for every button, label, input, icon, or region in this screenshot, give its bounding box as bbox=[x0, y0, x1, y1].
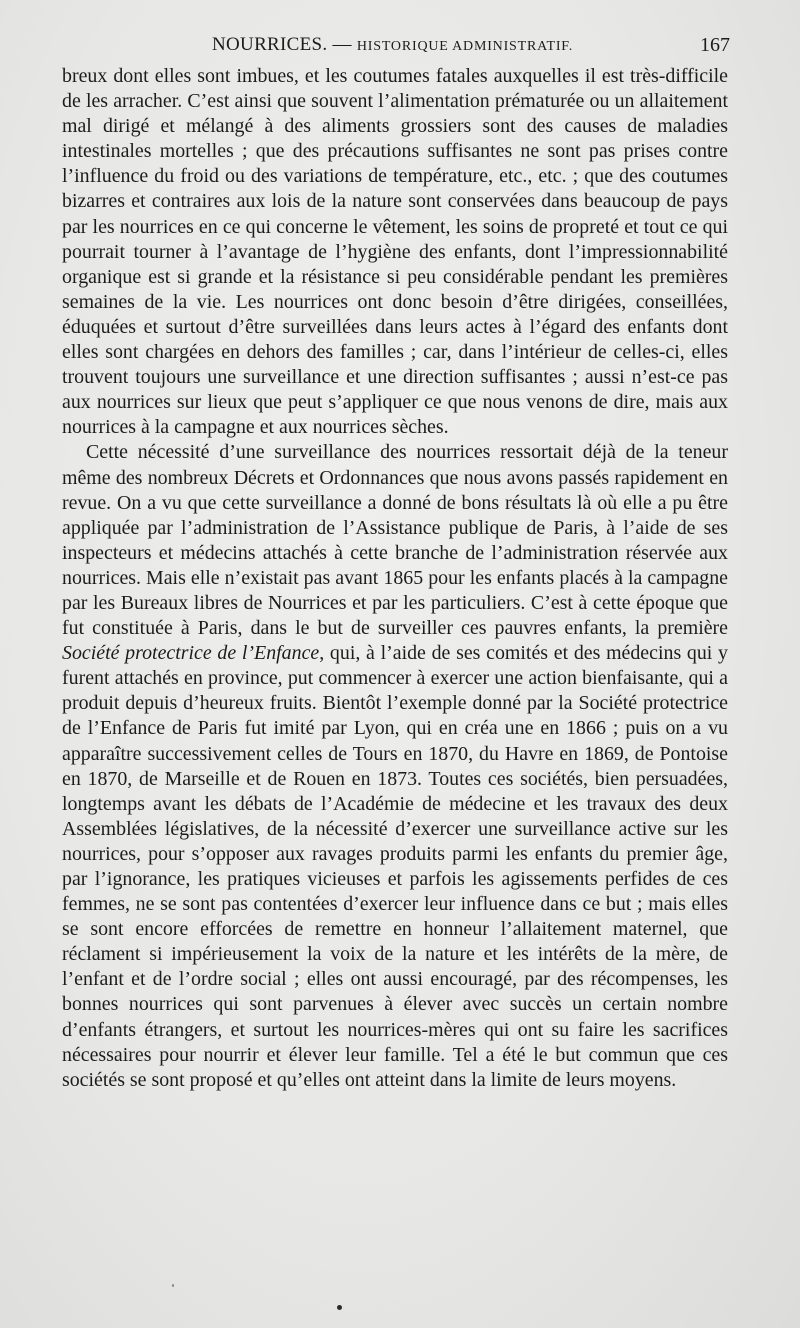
paragraph-1: breux dont elles sont imbues, et les coutumes fatales auxquelles il est très-difficile de les arracher. C’est ainsi que souvent l’alimentation prématurée ou un allaitement mal dirigé et mélangé à des aliments grossiers sont des causes de maladies intestinales mortelles ; que des précautions suffisantes ne sont pas prises contre l’influence du froid ou des variations de température, etc., etc. ; que des coutumes bizarres et contraires aux lois de la nature sont conservées dans beaucoup de pays par les nourrices en ce qui concerne le vêtement, les soins de propreté et tout ce qui pourrait tourner à l’avantage de l’hygiène des enfants, dont l’impressionnabilité organique est si grande et la résistance si peu considérable pendant les premières semaines de la vie. Les nourrices ont donc besoin d’être dirigées, conseillées, éduquées et surtout d’être surveillées dans leurs actes à l’égard des enfants dont elles sont chargées en dehors des familles ; car, dans l’intérieur de celles-ci, elles trouvent toujours une surveillance et une direction suffisantes ; aussi n’est-ce pas aux nourrices sur lieux que peut s’appliquer ce que nous venons de dire, mais aux nourrices à la campagne et aux nourrices sèches. bbox=[62, 65, 728, 439]
paragraph-2 bbox=[62, 440, 728, 1092]
running-title-subtitle: HISTORIQUE ADMINISTRATIF. bbox=[356, 39, 574, 54]
ink-speck bbox=[172, 1284, 174, 1287]
ink-speck bbox=[337, 1305, 342, 1310]
page-number: 167 bbox=[700, 34, 730, 56]
society-name-italic: Société protectrice de l’Enfance bbox=[62, 642, 320, 665]
paragraph-2-text-a: Cette nécessité d’une surveillance des nourrices ressortait déjà de la teneur même des nombreux Décrets et Ordonnances que nous avons passés rapidement en revue. On a vu que cette surveillance a donné de bons résultats là où elle a pu être appliquée par l’administration de l’Assistance publique de Paris, à l’aide de ses inspecteurs et médecins attachés à cette branche de l’administration réservée aux nourrices. Mais elle n’existait pas avant 1865 pour les enfants placés à la campagne par les Bureaux libres de Nourrices et par les particuliers. C’est à cette époque que fut constituée à Paris, dans le but de surveiller ces pauvres enfants, la première bbox=[62, 441, 728, 640]
page-header bbox=[62, 30, 730, 60]
running-title-dash: — bbox=[332, 34, 352, 55]
running-title-main: NOURRICES. bbox=[212, 34, 328, 55]
body-text bbox=[62, 64, 728, 1093]
running-title bbox=[212, 34, 573, 56]
paragraph-2-text-b: , qui, à l’aide de ses comités et des médecins qui y furent attachés en province, put commencer à exercer une action bienfaisante, qui a produit depuis d’heureux fruits. Bientôt l’exemple donné par la Société protectrice de l’Enfance de Paris fut imité par Lyon, qui en créa une en 1866 ; puis on a vu apparaître successivement celles de Tours en 1870, du Havre en 1869, de Pontoise en 1870, de Marseille et de Rouen en 1873. Toutes ces sociétés, bien persuadées, longtemps avant les débats de l’Académie de médecine et les travaux des deux Assemblées législatives, de la nécessité d’exercer une surveillance active sur les nourrices, pour s’opposer aux ravages produits parmi les enfants du premier âge, par l’ignorance, les pratiques vicieuses et parfois les agissements perfides de ces femmes, ne se sont pas contentées d’exercer leur influence dans ce but ; mais elles se sont encore efforcées de remettre en honneur l’allaitement maternel, que réclament si impérieusement la voix de la nature et les intérêts de la mère, de l’enfant et de l’ordre social ; elles ont aussi encouragé, par des récompenses, les bonnes nourrices qui sont parvenues à élever avec succès un certain nombre d’enfants étrangers, et surtout les nourrices-mères qui ont su faire les sacrifices nécessaires pour nourrir et élever leur famille. Tel a été le but commun que ces sociétés se sont proposé et qu’elles ont atteint dans la limite de leurs moyens. bbox=[62, 642, 728, 1091]
